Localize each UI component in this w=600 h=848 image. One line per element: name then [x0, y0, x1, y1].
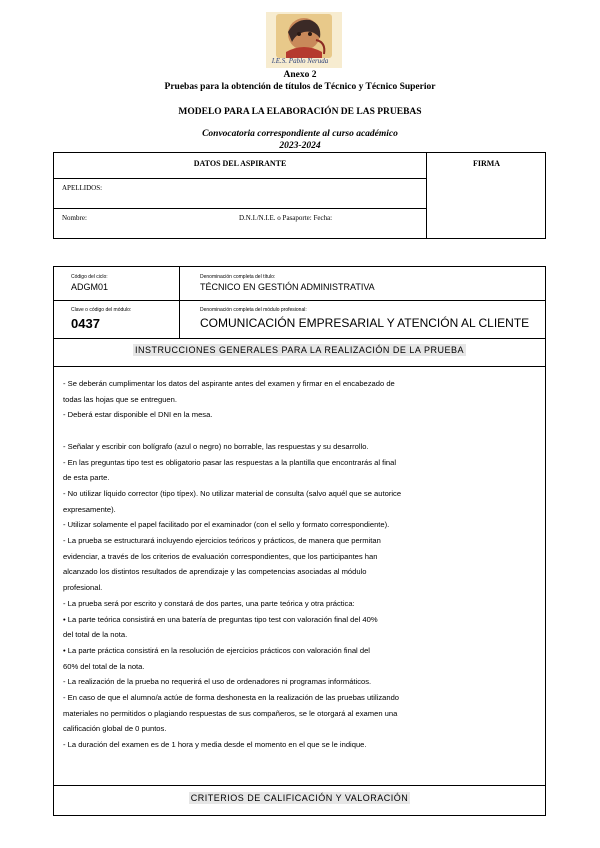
id-date-field[interactable]: D.N.I./N.I.E. o Pasaporte: Fecha: — [239, 214, 333, 222]
instruction-line: profesional. — [63, 583, 103, 593]
applicant-section-title: DATOS DEL ASPIRANTE — [193, 159, 287, 168]
annex-label: Anexo 2 — [283, 70, 317, 80]
surnames-field[interactable]: APELLIDOS: — [62, 184, 103, 192]
instruction-line: • La parte teórica consistirá en una batería de preguntas tipo test con valoración final del 40% — [63, 614, 378, 624]
signature-label: FIRMA — [472, 159, 501, 168]
model-title: MODELO PARA LA ELABORACIÓN DE LAS PRUEBAS — [178, 107, 422, 117]
academic-year: 2023-2024 — [279, 141, 321, 151]
call-label: Convocatoria correspondiente al curso académico — [202, 129, 398, 139]
instruction-line: - La realización de la prueba no requerirá el uso de ordenadores ni programas informáticos. — [63, 677, 372, 687]
instructions-title: INSTRUCCIONES GENERALES PARA LA REALIZACIÓN DE LA PRUEBA — [135, 345, 464, 355]
instruction-line: alcanzado los distintos resultados de aprendizaje y las competencias asociadas al módulo — [63, 567, 367, 577]
cycle-code-label: Código del ciclo: — [71, 274, 108, 280]
instruction-line: - La prueba será por escrito y constará de dos partes, una parte teórica y otra práctica: — [63, 598, 355, 608]
instruction-line: - En caso de que el alumno/a actúe de forma deshonesta en la realización de las pruebas utilizando — [63, 693, 400, 703]
module-label: Denominación completa del módulo profesional: — [200, 307, 307, 313]
title-label: Denominación completa del título: — [200, 274, 276, 280]
module-code: 0437 — [71, 316, 100, 331]
instruction-line: - Se deberán cumplimentar los datos del aspirante antes del examen y firmar en el encabezado de — [63, 379, 395, 388]
logo-caption: I.E.S. Pablo Neruda — [271, 57, 329, 65]
instruction-line: de esta parte. — [63, 473, 110, 483]
instruction-line: materiales no permitidos o plagiando respuestas de sus compañeros, se le otorgará al examen una — [63, 708, 398, 718]
subtitle: Pruebas para la obtención de títulos de Técnico y Técnico Superior — [164, 82, 436, 92]
module-code-label: Clave o código del módulo: — [71, 307, 132, 313]
instruction-line: - En las preguntas tipo test es obligatorio pasar las respuestas a la plantilla que encontrarás al final — [63, 457, 397, 467]
instruction-line: - Señalar y escribir con bolígrafo (azul o negro) no borrable, las respuestas y su desarrollo. — [63, 441, 369, 451]
applicant-data-table — [53, 152, 546, 239]
degree-title: TÉCNICO EN GESTIÓN ADMINISTRATIVA — [200, 282, 375, 292]
instruction-line: del total de la nota. — [63, 630, 128, 640]
instruction-line — [63, 423, 503, 439]
instruction-line: - Utilizar solamente el papel facilitado por el examinador (con el sello y formato correspondiente). — [63, 520, 390, 530]
name-field[interactable]: Nombre: — [62, 214, 87, 222]
cycle-code: ADGM01 — [71, 282, 109, 292]
instruction-line: - La prueba se estructurará incluyendo ejercicios teóricos y prácticos, de manera que permitan — [63, 536, 381, 546]
criteria-title: CRITERIOS DE CALIFICACIÓN Y VALORACIÓN — [190, 793, 409, 803]
instruction-line: - No utilizar líquido corrector (tipo típex). No utilizar material de consulta (salvo aquél que se autorice — [63, 488, 402, 498]
instruction-line: calificación global de 0 puntos. — [63, 724, 167, 734]
instruction-line: todas las hojas que se entreguen. — [63, 394, 177, 404]
instruction-line: • La parte práctica consistirá en la resolución de ejercicios prácticos con valoración final del — [63, 645, 370, 655]
instruction-line: expresamente). — [63, 504, 116, 514]
instructions-list — [63, 376, 503, 753]
instruction-line: - Deberá estar disponible el DNI en la mesa. — [63, 410, 213, 420]
instruction-line: 60% del total de la nota. — [63, 661, 145, 671]
exam-info-box — [53, 266, 546, 816]
module-name: COMUNICACIÓN EMPRESARIAL Y ATENCIÓN AL CLIENTE — [200, 316, 530, 330]
instruction-line: evidenciar, a través de los criterios de evaluación correspondientes, que los participantes han — [63, 551, 378, 561]
instruction-line: - La duración del examen es de 1 hora y media desde el momento en el que se le indique. — [63, 740, 367, 750]
